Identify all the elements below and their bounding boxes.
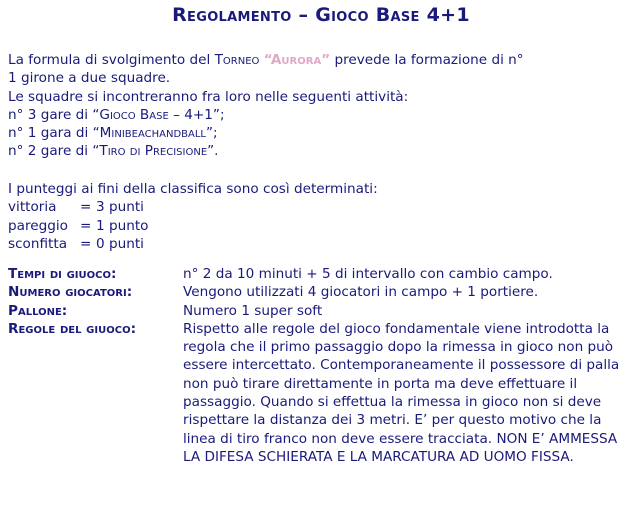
activity-prefix: n° 1 gara di “ bbox=[8, 125, 100, 142]
score-row bbox=[8, 198, 378, 216]
rule-text: Numero 1 super soft bbox=[183, 302, 323, 319]
document-title: Regolamento – Gioco Base 4+1 bbox=[172, 4, 470, 26]
rule-emphasis: NON E’ AMMESSA LA DIFESA SCHIERATA E LA MARCATURA AD UOMO FISSA. bbox=[183, 430, 618, 465]
intro-text: La formula di svolgimento del bbox=[8, 52, 215, 68]
score-row bbox=[8, 235, 378, 253]
activity-1 bbox=[8, 106, 633, 124]
activity-name: Minibeachandball bbox=[99, 125, 206, 142]
rule-body: Rispetto alle regole del gioco fondamentale viene introdotta la regola che il primo passaggio dopo la rimessa in gioco non può essere intercettato. Contemporaneamente il possessore di palla non può tirare direttamente in porta ma deve effettuare il passaggio. Quando si effettua la rimessa in gioco non si deve rispettare la distanza dei 3 metri. E’ per questo motivo che la linea di tiro franco non deve essere tracciata. bbox=[183, 320, 620, 447]
activity-prefix: n° 2 gare di “ bbox=[8, 143, 100, 160]
score-label: pareggio bbox=[8, 217, 68, 234]
activity-suffix: ”. bbox=[207, 143, 219, 160]
intro-text: prevede la formazione di n° bbox=[330, 52, 524, 68]
intro-line-2: 1 girone a due squadre. bbox=[8, 70, 171, 87]
activity-name: Gioco Base – 4+1 bbox=[99, 106, 213, 123]
score-value: 1 punto bbox=[96, 217, 149, 234]
activity-2 bbox=[8, 124, 633, 142]
rules-section bbox=[8, 265, 638, 466]
score-equals: = bbox=[80, 217, 92, 234]
activity-prefix: n° 3 gare di “ bbox=[8, 106, 100, 123]
rule-regole bbox=[8, 320, 638, 466]
score-row bbox=[8, 217, 378, 235]
score-value: 3 punti bbox=[96, 199, 144, 216]
rule-label: Numero giocatori: bbox=[8, 284, 133, 301]
activity-suffix: ”; bbox=[212, 106, 225, 123]
rule-numero bbox=[8, 283, 638, 301]
rule-text bbox=[183, 320, 623, 466]
scoring-heading: I punteggi ai fini della classifica sono così determinati: bbox=[8, 181, 378, 197]
rule-label: Pallone: bbox=[8, 302, 68, 319]
score-value: 0 punti bbox=[96, 235, 144, 252]
rule-text: n° 2 da 10 minuti + 5 di intervallo con cambio campo. bbox=[183, 266, 553, 282]
score-equals: = bbox=[80, 235, 92, 252]
activity-suffix: ”; bbox=[206, 125, 218, 142]
rule-text: Vengono utilizzati 4 giocatori in campo + 1 portiere. bbox=[183, 284, 539, 301]
rule-tempi bbox=[8, 265, 638, 283]
activity-3 bbox=[8, 142, 633, 160]
intro-line-1 bbox=[8, 51, 633, 69]
rule-pallone bbox=[8, 302, 638, 320]
score-label: vittoria bbox=[8, 199, 57, 216]
intro-line-3: Le squadre si incontreranno fra loro nelle seguenti attività: bbox=[8, 88, 409, 105]
rule-label: Regole del giuoco: bbox=[8, 320, 137, 337]
intro-section bbox=[8, 51, 633, 161]
scoring-section bbox=[8, 180, 378, 253]
rule-label: Tempi di giuoco: bbox=[8, 266, 117, 282]
activity-name: Tiro di Precisione bbox=[99, 143, 208, 160]
tournament-name: “Aurora” bbox=[263, 52, 331, 68]
score-equals: = bbox=[80, 199, 92, 216]
torneo-word: Torneo bbox=[214, 52, 264, 68]
score-label: sconfitta bbox=[8, 235, 68, 252]
